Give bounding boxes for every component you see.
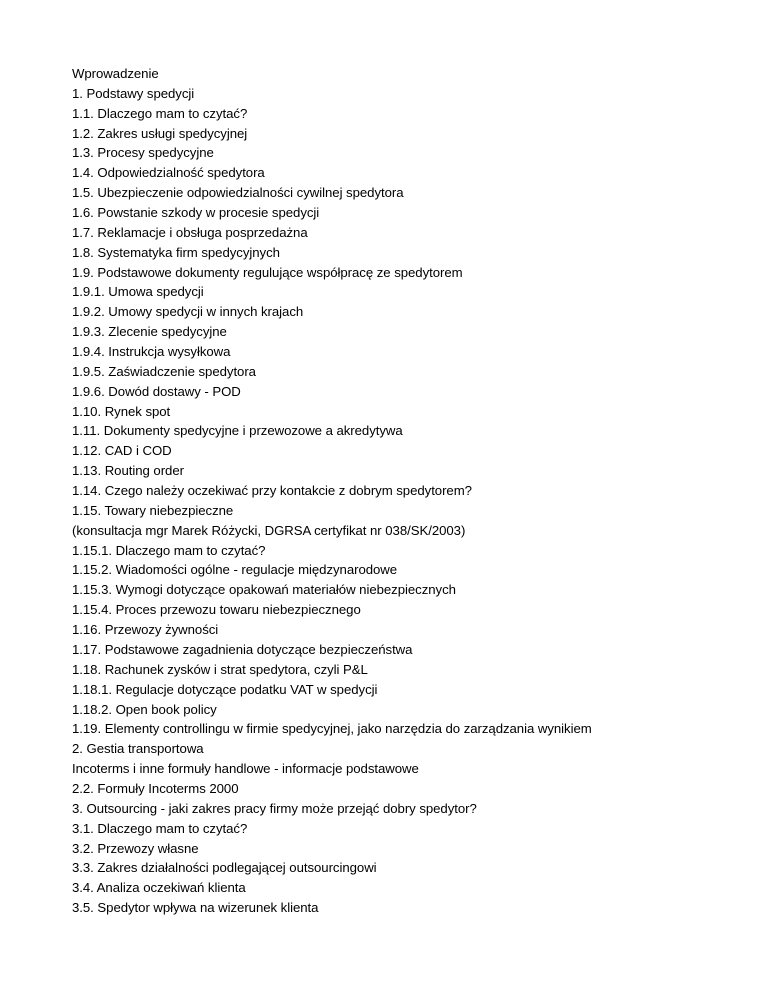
toc-line: 1.9.2. Umowy spedycji w innych krajach (72, 304, 304, 320)
toc-line: 1.2. Zakres usługi spedycyjnej (72, 125, 248, 141)
toc-line: 1.9.5. Zaświadczenie spedytora (72, 363, 256, 379)
toc-line: 1.9.4. Instrukcja wysyłkowa (72, 344, 231, 360)
toc-line: 1.6. Powstanie szkody w procesie spedycji (72, 205, 320, 221)
toc-line: 3. Outsourcing - jaki zakres pracy firmy może przejąć dobry spedytor? (72, 800, 477, 816)
toc-line: 1.7. Reklamacje i obsługa posprzedażna (72, 224, 308, 240)
toc-line: 3.5. Spedytor wpływa na wizerunek klienta (72, 900, 319, 916)
toc-line: 1.18.2. Open book policy (72, 701, 217, 717)
table-of-contents (72, 64, 742, 918)
toc-line: 1.19. Elementy controllingu w firmie spedycyjnej, jako narzędzia do zarządzania wynikiem (72, 721, 592, 737)
toc-line: 1.15.2. Wiadomości ogólne - regulacje międzynarodowe (72, 562, 398, 578)
toc-line: Wprowadzenie (72, 66, 159, 81)
toc-line: 1.5. Ubezpieczenie odpowiedzialności cywilnej spedytora (72, 185, 404, 201)
toc-line: (konsultacja mgr Marek Różycki, DGRSA certyfikat nr 038/SK/2003) (72, 522, 466, 538)
toc-line: 1.15.4. Proces przewozu towaru niebezpiecznego (72, 602, 361, 618)
toc-line: 1.13. Routing order (72, 463, 184, 479)
toc-line: 1.9.1. Umowa spedycji (72, 284, 204, 300)
toc-line: 3.3. Zakres działalności podlegającej outsourcingowi (72, 860, 377, 876)
toc-line: 2. Gestia transportowa (72, 741, 204, 757)
toc-line: 1.4. Odpowiedzialność spedytora (72, 165, 265, 181)
toc-line: 2.2. Formuły Incoterms 2000 (72, 780, 239, 796)
toc-line: 1.10. Rynek spot (72, 403, 171, 419)
toc-line: Incoterms i inne formuły handlowe - informacje podstawowe (72, 761, 419, 777)
toc-line: 1. Podstawy spedycji (72, 85, 195, 101)
toc-line: 3.1. Dlaczego mam to czytać? (72, 820, 248, 836)
toc-line: 1.18.1. Regulacje dotyczące podatku VAT w spedycji (72, 681, 378, 697)
toc-line: 3.4. Analiza oczekiwań klienta (72, 880, 246, 896)
toc-line: 1.15. Towary niebezpieczne (72, 502, 234, 518)
toc-line: 1.8. Systematyka firm spedycyjnych (72, 244, 280, 260)
toc-line: 1.15.3. Wymogi dotyczące opakowań materiałów niebezpiecznych (72, 582, 456, 598)
toc-line: 1.16. Przewozy żywności (72, 622, 219, 638)
toc-line: 1.14. Czego należy oczekiwać przy kontakcie z dobrym spedytorem? (72, 483, 472, 499)
toc-line: 1.9. Podstawowe dokumenty regulujące współpracę ze spedytorem (72, 264, 463, 280)
toc-line: 1.9.3. Zlecenie spedycyjne (72, 324, 227, 340)
toc-line: 1.9.6. Dowód dostawy - POD (72, 383, 241, 399)
toc-line: 1.1. Dlaczego mam to czytać? (72, 105, 248, 121)
toc-line: 1.17. Podstawowe zagadnienia dotyczące bezpieczeństwa (72, 641, 413, 657)
toc-line: 1.12. CAD i COD (72, 443, 172, 459)
toc-line: 1.18. Rachunek zysków i strat spedytora, czyli P&L (72, 661, 368, 677)
toc-line: 1.3. Procesy spedycyjne (72, 145, 214, 161)
toc-line: 3.2. Przewozy własne (72, 840, 199, 856)
toc-line: 1.11. Dokumenty spedycyjne i przewozowe a akredytywa (72, 423, 403, 439)
toc-line: 1.15.1. Dlaczego mam to czytać? (72, 542, 266, 558)
